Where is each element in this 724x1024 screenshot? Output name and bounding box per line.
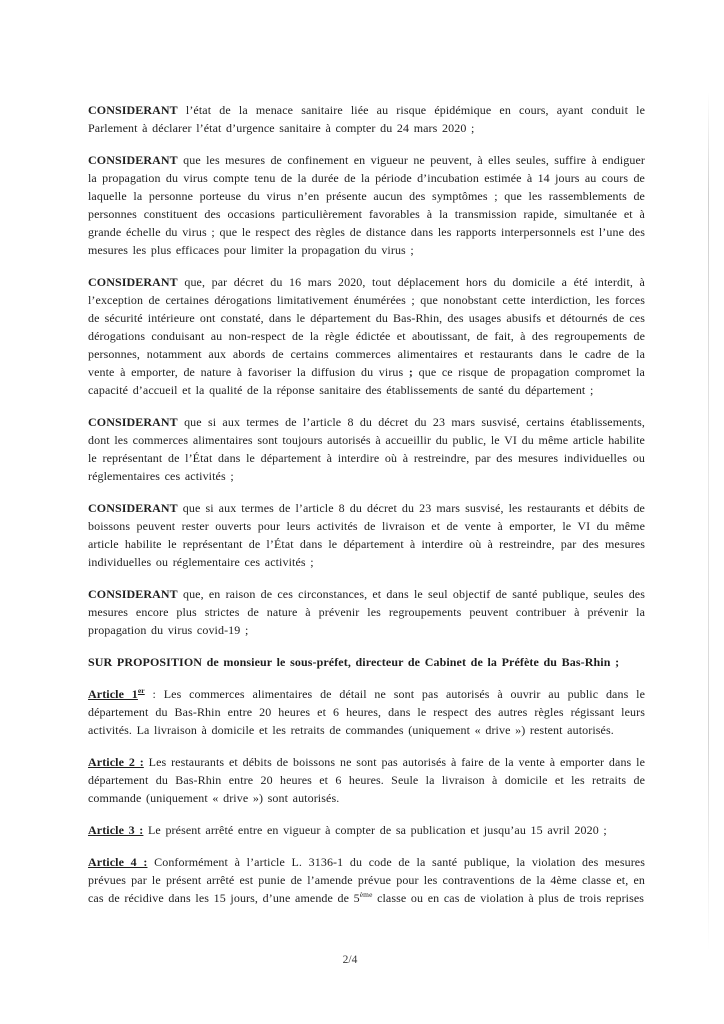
text-segment: que, par décret du 16 mars 2020, tout déplacement hors du domicile a été interdit, à l’exception de certaines dérogations limitativement énumérées ; que nonobstant cette interdiction, les forces de sécurité intérieure ont constaté, dans le département du Bas-Rhin, des usages abusifs et détournés de ces dérogations conduisant au non-respect de la règle édictée et aboutissant, de fait, à des regroupements de personnes, notamment aux abords de certains commerces alimentaires et restaurants dans le cadre de la vente à emporter, de nature à favoriser la diffusion du virus [88, 275, 645, 379]
page-number: 2/4 [342, 954, 358, 966]
considerant-5 [88, 499, 645, 571]
considerant-6 [88, 585, 645, 639]
text-segment: Le présent arrêté entre en vigueur à compter de sa publication et jusqu’au 15 avril 2020 ; [143, 823, 607, 837]
article-1 [88, 685, 645, 739]
text-segment: ; [408, 365, 414, 379]
text-segment: que ce risque de propagation compromet la capacité d’accueil et la qualité de la réponse sanitaire des établissements de santé du département ; [88, 365, 645, 397]
sur-proposition [88, 653, 645, 671]
text-segment: CONSIDERANT [88, 415, 178, 429]
considerant-3 [88, 273, 645, 399]
text-segment: Article 1 [88, 687, 138, 701]
text-segment: Article 2 : [88, 755, 144, 769]
text-segment: Article 4 : [88, 855, 148, 869]
text-segment: Conformément à l’article L. 3136-1 du code de la santé publique, la violation des mesures prévues par le présent arrêté est punie de l’amende prévue pour les contraventions de la 4ème classe et, en cas de récidive dans les 15 jours, d’une amende de 5 [88, 855, 646, 905]
text-segment: CONSIDERANT [88, 103, 178, 117]
considerant-2 [88, 151, 645, 259]
document-body [88, 101, 645, 921]
text-segment: que si aux termes de l’article 8 du décret du 23 mars susvisé, certains établissements, dont les commerces alimentaires sont toujours autorisés à accueillir du public, le VI du même article habilite le représentant de l’État dans le département à interdire où à restreindre, par des mesures individuelles ou réglementaires ces activités ; [88, 415, 645, 483]
text-segment: CONSIDERANT [88, 587, 178, 601]
article-3 [88, 821, 645, 839]
text-segment: l’état de la menace sanitaire liée au risque épidémique en cours, ayant conduit le Parlement à déclarer l’état d’urgence sanitaire à compter du 24 mars 2020 ; [88, 103, 645, 135]
text-segment: ème [359, 890, 373, 899]
text-segment: que si aux termes de l’article 8 du décret du 23 mars susvisé, les restaurants et débits de boissons peuvent rester ouverts pour leurs activités de livraison et de vente à emporter, le VI du même article habilite le représentant de l’État dans le département à interdire où à restreindre, par des mesures individuelles ou réglementaire ces activités ; [88, 501, 645, 569]
text-segment: er [137, 686, 145, 695]
text-segment: CONSIDERANT [88, 275, 178, 289]
text-segment: classe ou en cas de violation à plus de trois reprises [372, 891, 645, 905]
text-segment: CONSIDERANT [88, 153, 178, 167]
considerant-1 [88, 101, 645, 137]
text-segment: que les mesures de confinement en vigueur ne peuvent, à elles seules, suffire à endiguer la propagation du virus compte tenu de la durée de la période d’incubation estimée à 14 jours au cours de laquelle la personne porteuse du virus n’en présente aucun des symptômes ; que les rassemblements de personnes constituent des occasions particulièrement favorables à la transmission rapide, simultanée et à grande échelle du virus ; que le respect des règles de distance dans les rapports interpersonnels est l’une des mesures les plus efficaces pour limiter la propagation du virus ; [88, 153, 645, 257]
text-segment: que, en raison de ces circonstances, et dans le seul objectif de santé publique, seules des mesures encore plus strictes de nature à prévenir les regroupements peuvent contribuer à prévenir la propagation du virus covid-19 ; [88, 587, 645, 637]
text-segment: SUR PROPOSITION [88, 655, 203, 669]
article-4 [88, 853, 645, 907]
article-2 [88, 753, 645, 807]
considerant-4 [88, 413, 645, 485]
scan-artifact-line [708, 92, 709, 952]
text-segment: : Les commerces alimentaires de détail ne sont pas autorisés à ouvrir au public dans le département du Bas-Rhin entre 20 heures et 6 heures, dans le respect des autres règles régissant leurs activités. La livraison à domicile et les retraits de commandes (uniquement « drive ») restent autorisés. [88, 687, 645, 737]
text-segment: Les restaurants et débits de boissons ne sont pas autorisés à faire de la vente à emporter dans le département du Bas-Rhin entre 20 heures et 6 heures. Seule la livraison à domicile et les retraits de commande (uniquement « drive ») sont autorisés. [88, 755, 645, 805]
text-segment: CONSIDERANT [88, 501, 178, 515]
text-segment: Article 3 : [88, 823, 144, 837]
text-segment: de monsieur le sous-préfet, directeur de Cabinet de la Préfète du Bas-Rhin ; [202, 655, 620, 669]
